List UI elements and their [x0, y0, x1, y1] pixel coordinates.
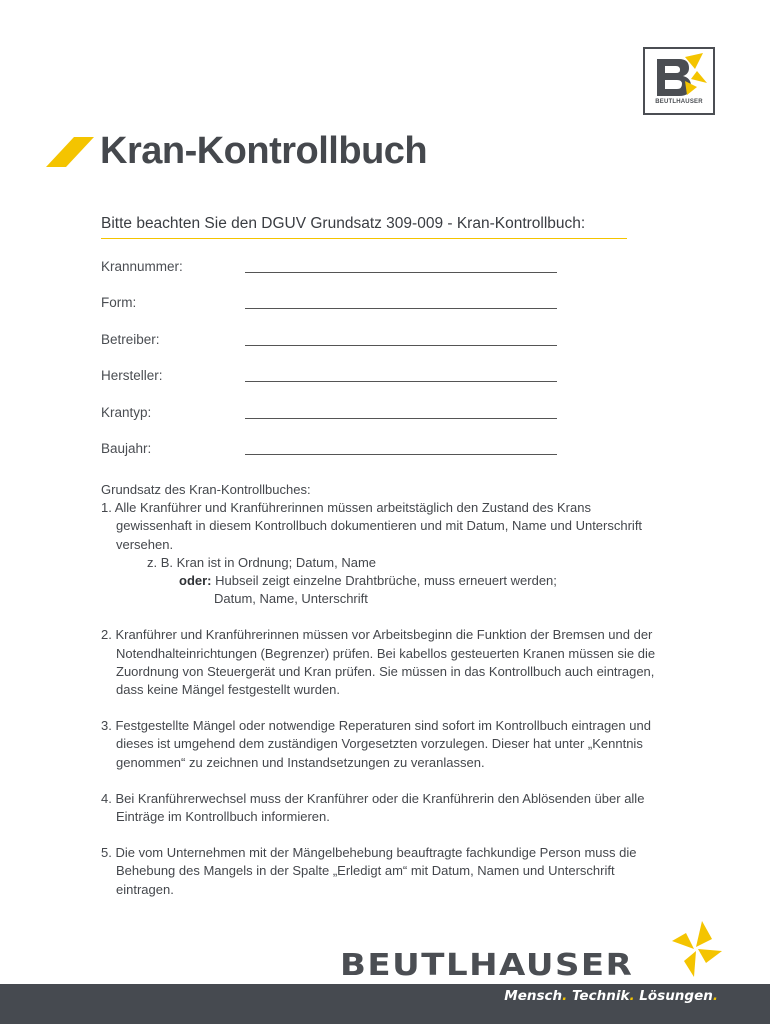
page-title: Kran-Kontrollbuch — [100, 130, 428, 172]
rule-1: 1. Alle Kranführer und Kranführerinnen müssen arbeitstäglich den Zustand des Krans gewissenhaft in diesem Kontrollbuch dokumentieren und mit Datum, Name und Unterschrift versehen. — [101, 500, 643, 552]
field-input-line[interactable] — [245, 381, 557, 382]
field-krannummer — [101, 259, 561, 279]
slogan-dot: . — [629, 988, 635, 1004]
rule-1-example-alt — [101, 572, 661, 590]
slogan-word: Technik — [571, 988, 630, 1004]
field-label: Krantyp: — [101, 405, 152, 420]
rule-1-example-alt-text: Hubseil zeigt einzelne Drahtbrüche, muss erneuert werden; — [211, 573, 557, 589]
yellow-slash-icon — [46, 137, 94, 167]
oder-label: oder: — [179, 573, 212, 589]
rule-1-example-signature: Datum, Name, Unterschrift — [214, 591, 368, 607]
field-krantyp — [101, 405, 561, 425]
pinwheel-logo-icon — [672, 921, 722, 977]
slogan-dot: . — [562, 988, 568, 1004]
rule-5: 5. Die vom Unternehmen mit der Mängelbehebung beauftragte fachkundige Person muss die Behebung des Mangels in der Spalte „Erledigt am“ mit Datum, Namen und Unterschrift eintragen. — [101, 845, 637, 897]
field-label: Krannummer: — [101, 259, 183, 274]
rule-2: 2. Kranführer und Kranführerinnen müssen vor Arbeitsbeginn die Funktion der Bremsen und der Notendhalteinrichtungen (Begrenzer) prüfen. Bei kabellos gesteuerten Kranen müssen sie die Zuordnung von Steuergerät und Kran prüfen. Sie müssen in das Kontrollbuch auch eintragen, dass keine Mängel festgestellt wurden. — [101, 627, 656, 698]
field-baujahr — [101, 441, 561, 461]
brand-wordmark: BEUTLHAUSER — [340, 947, 634, 983]
slogan-dot: . — [712, 988, 718, 1004]
rules-heading: Grundsatz des Kran-Kontrollbuches: — [101, 482, 311, 497]
rule-3: 3. Festgestellte Mängel oder notwendige Reperaturen sind sofort im Kontrollbuch eintragen und dieses ist umgehend dem zuständigen Vorgesetzten vorzulegen. Dieser hat unter „Kenntnis genommen“ zu zeichnen und Instandsetzungen zu veranlassen. — [101, 718, 651, 770]
footer-slogan — [504, 988, 718, 1004]
field-label: Baujahr: — [101, 441, 152, 456]
rule-4: 4. Bei Kranführerwechsel muss der Kranführer oder die Kranführerin den Ablösenden über alle Einträge im Kontrollbuch informieren. — [101, 790, 645, 825]
slogan-word: Mensch — [504, 988, 563, 1004]
field-input-line[interactable] — [245, 345, 557, 346]
field-input-line[interactable] — [245, 308, 557, 309]
field-input-line[interactable] — [245, 418, 557, 419]
field-hersteller — [101, 368, 561, 388]
page-subtitle: Bitte beachten Sie den DGUV Grundsatz 309-009 - Kran-Kontrollbuch: — [101, 215, 627, 239]
field-input-line[interactable] — [245, 454, 557, 455]
company-logo — [643, 47, 715, 115]
field-label: Betreiber: — [101, 332, 160, 347]
rule-1-example: z. B. Kran ist in Ordnung; Datum, Name — [147, 554, 377, 570]
slogan-word: Lösungen — [639, 988, 713, 1004]
field-label: Form: — [101, 295, 137, 310]
rules-section — [101, 481, 661, 899]
logo-wordmark: BEUTLHAUSER — [655, 99, 703, 105]
field-betreiber — [101, 332, 561, 352]
field-input-line[interactable] — [245, 272, 557, 273]
field-label: Hersteller: — [101, 368, 163, 383]
field-form — [101, 295, 561, 315]
footer-bar — [0, 984, 770, 1024]
